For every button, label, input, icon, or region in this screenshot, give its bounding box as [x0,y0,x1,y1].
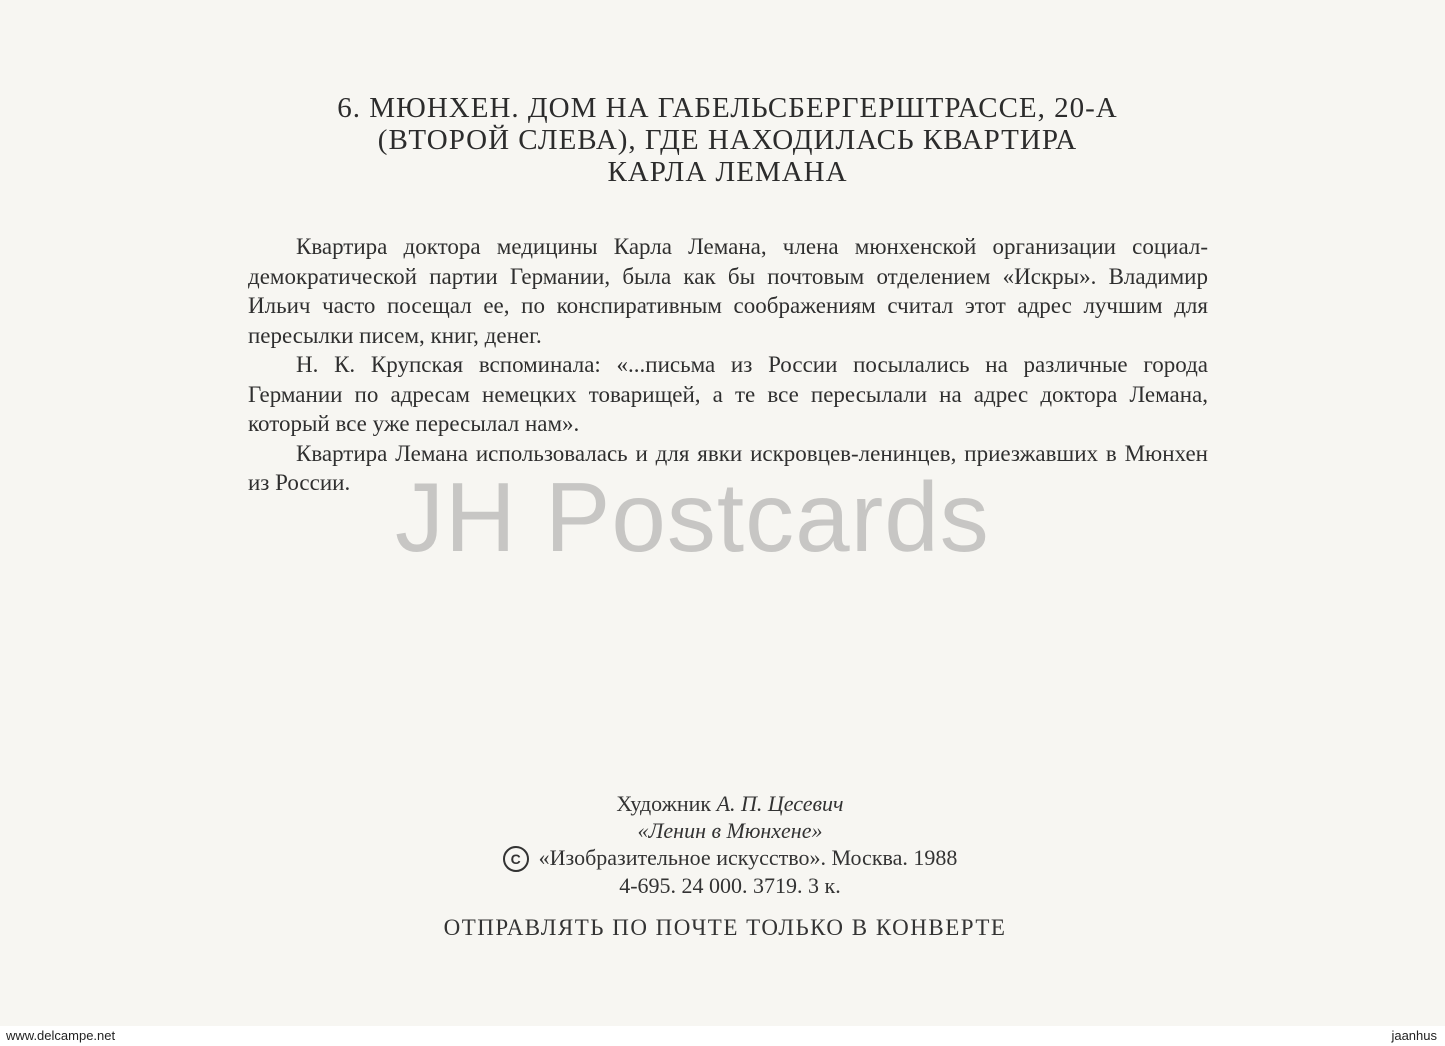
watermark: JH Postcards [395,462,990,572]
publisher-text: «Изобразительное искусство». Москва. 1988 [538,845,958,870]
credits-block [400,790,1060,899]
footer-bar [0,1026,1445,1046]
copyright-icon: С [503,846,529,872]
paragraph-2: Н. К. Крупская вспоминала: «...письма из России посылались на различные города Германии по адресам немецких товарищей, а те все пересылали на адрес доктора Лемана, который все уже пересылал нам». [248,352,1208,436]
title-line-1: 6. МЮНХЕН. ДОМ НА ГАБЕЛЬСБЕРГЕРШТРАССЕ, 20-А [337,92,1118,124]
artist-label: Художник [616,791,712,816]
footer-source-link[interactable]: www.delcampe.net [0,1026,115,1046]
artist-line [400,790,1060,817]
mail-notice: ОТПРАВЛЯТЬ ПО ПОЧТЕ ТОЛЬКО В КОНВЕРТЕ [443,915,1007,940]
publisher-line [400,844,1060,872]
title-line-3: КАРЛА ЛЕМАНА [607,156,848,188]
title-line-2: (ВТОРОЙ СЛЕВА), ГДЕ НАХОДИЛАСЬ КВАРТИРА [377,124,1078,156]
description-text [248,232,1208,498]
footer-seller-name: jaanhus [1391,1026,1445,1046]
series-title: «Ленин в Мюнхене» [637,818,823,843]
card-title [250,92,1205,188]
paragraph-3: Квартира Лемана использовалась и для явки искровцев-ленинцев, приезжавших в Мюнхен из России. [248,440,1208,495]
catalog-number: 4-695. 24 000. 3719. 3 к. [619,873,841,898]
paragraph-1: Квартира доктора медицины Карла Лемана, члена мюнхенской организации социал-демократической партии Германии, была как бы почтовым отделением «Искры». Владимир Ильич часто посещал ее, по конспиративным соображениям считал этот адрес лучшим для пересылки писем, книг, денег. [248,234,1208,348]
artist-name: А. П. Цесевич [716,791,844,816]
